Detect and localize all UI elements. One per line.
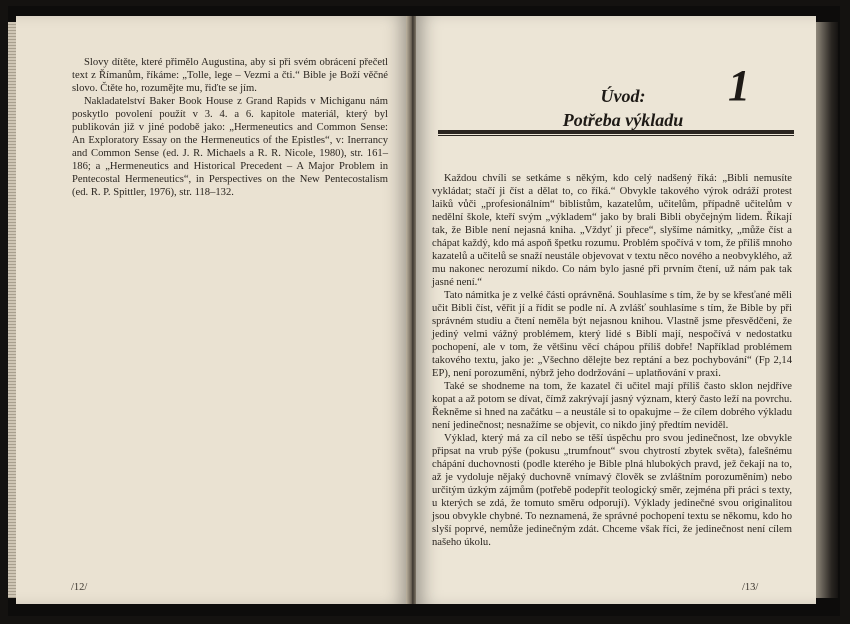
left-paragraph: Slovy dítěte, které přimělo Augustina, aby si při svém obrácení přečetl text z Římanům, říkáme: „Tolle, lege – Vezmi a čti.“ Bible je Boží věčné slovo. Čtěte ho, rozumějte mu, řiďte se jím. (72, 57, 388, 94)
left-paragraph: Nakladatelství Baker Book House z Grand Rapids v Michiganu nám poskytlo povolení použít v 3. 4. a 6. kapitole materiál, který byl publikován již v jiné podobě jako: „Hermeneutics and Common Sense: An Exploratory Essay on the Hermeneutics of the Epistles“, v: Inerrancy and Common Sense (ed. J. R. Michaels a R. R. Nicole, 1980), str. 161–186; a „Hermeneutics and Historical Precedent – A Major Problem in Pentecostal Hermeneutics“, in Perspectives on the New Pentecostalism (ed. R. P. Spittler, 1976), str. 118–132. (72, 96, 388, 198)
chapter-title-line2: Potřeba výkladu (562, 110, 684, 130)
chapter-number: 1 (728, 61, 750, 110)
right-page (416, 16, 816, 604)
open-book (8, 6, 840, 616)
page-number-left: /12/ (71, 582, 88, 593)
right-paragraph: Výklad, který má za cíl nebo se těší úspěchu pro svou jedinečnost, lze obvykle připsat na vrub pýše (pokusu „trumfnout“ svou chytrostí zbytek světa), falešnému chápání duchovnosti (podle kterého je Bible plná hlubokých pravd, jež čekají na to, až je vydoluje nějaký duchovně vnímavý člověk se zvláštním porozuměním) nebo určitým úzkým zájmům (potřebě podepřít teologický směr, zejména při práci s texty, u kterých se zdá, že tomuto směru odporují). Výklady jedinečné svou originalitou jsou obvykle chybné. To neznamená, že správné pochopení textu se někomu, kdo ho slyší poprvé, nemůže jedinečným zdát. Chceme však říci, že jedinečnost není cílem našeho úkolu. (432, 433, 792, 548)
left-page (16, 16, 408, 604)
chapter-title (528, 84, 718, 132)
right-paragraph: Také se shodneme na tom, že kazatel či učitel mají příliš často sklon nejdříve kopat a až potom se dívat, čímž zakrývají jasný význam, který často leží na povrchu. Řekněme si hned na začátku – a neustále si to opakujme – že cílem dobrého výkladu není jedinečnost; nesnažíme se objevit, co nikdo jiný předtím neviděl. (432, 381, 792, 431)
right-page-text (432, 172, 792, 549)
page-number-right: /13/ (742, 582, 759, 593)
left-page-text (72, 56, 388, 199)
right-paragraph: Tato námitka je z velké části oprávněná. Souhlasíme s tím, že by se křesťané měli učit Bibli číst, věřit jí a řídit se podle ní. A zvlášť souhlasíme s tím, že Bible by při správném studiu a čtení neměla být nejasnou knihou. Vlastně jsme přesvědčeni, že jediný velmi vážný problémem, který lidé s Biblí mají, nespočívá v nedostatku pochopení, ale v tom, že většinu věcí chápou příliš dobře! Například problémem takového textu, jako je: „Všechno dělejte bez reptání a bez pochybování“ (Fp 2,14 EP), není porozumění, nýbrž jeho dodržování – uplatňování v praxi. (432, 290, 792, 379)
page-edges-left (8, 22, 16, 598)
page-edges-right (816, 22, 838, 598)
chapter-rule-thin (438, 135, 794, 136)
chapter-rule (438, 130, 794, 134)
right-paragraph: Každou chvíli se setkáme s někým, kdo celý nadšený říká: „Bibli nemusíte vykládat; stačí ji číst a dělat to, co říká.“ Obvykle takového výrok odráží protest laiků vůči „profesionálním“ biblistům, kazatelům, učitelům, případně učitelům v nedělní škole, kteří svým „výkladem“ jako by brali Bibli obyčejným lidem. Říkají tak, že Bible není nejasná kniha. „Vždyť ji přece“, slyšíme námitky, „může číst a chápat každý, kdo má aspoň špetku rozumu. Problém spočívá v tom, že příliš mnoho kazatelů a učitelů se snaží neustále objevovat v textu něco nového a neobvyklého, až mu nakonec nerozumí nikdo. Co nám bylo jasné při prvním čtení, už nám pak tak jasné není.“ (432, 173, 792, 288)
chapter-title-line1: Úvod: (600, 86, 646, 106)
